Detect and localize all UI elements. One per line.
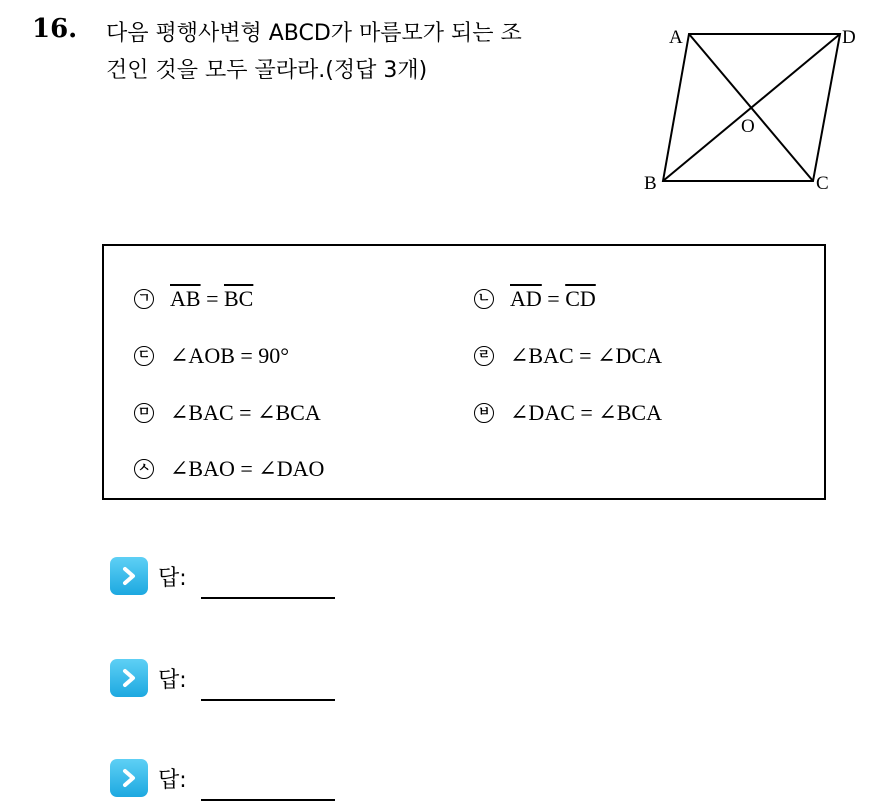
option-mark: ㅂ [474,403,494,423]
segment-bc: $\overline{BC}$ [223,286,254,311]
question-text-line-1: 다음 평행사변형 ABCD가 마름모가 되는 조 [106,21,522,46]
answer-row-2 [110,655,335,701]
option-mark: ㄷ [134,346,154,366]
chevron-right-icon [110,759,148,797]
label-a: A [669,27,683,48]
option-text: ∠BAC = ∠BCA [170,400,321,425]
options-box [102,244,826,500]
option-mark: ㄹ [474,346,494,366]
answer-row-1 [110,553,335,599]
option-mark: ㅅ [134,459,154,479]
option-1 [134,286,253,312]
answer-row-3 [110,755,335,801]
option-text: ∠BAO = ∠DAO [170,456,325,481]
label-d: D [842,27,856,48]
answer-blank[interactable] [201,675,335,701]
answer-label: 답: [158,565,187,591]
equals-sign: = [541,286,566,311]
option-mark: ㄱ [134,289,154,309]
segment-ab: $\overline{AB}$ [170,286,201,311]
question-number: 16. [32,14,78,44]
equals-sign: = [200,286,224,311]
option-4 [474,343,662,369]
segment-cd: $\overline{CD}$ [565,286,596,311]
option-mark: ㅁ [134,403,154,423]
label-c: C [816,173,829,194]
parallelogram-figure [630,15,870,200]
option-text: ∠BAC = ∠DCA [510,343,662,368]
option-2 [474,286,596,312]
answer-blank[interactable] [201,573,335,599]
answer-label: 답: [158,767,187,793]
diagonal-bd [663,34,840,181]
label-o: O [741,116,755,137]
chevron-right-icon [110,557,148,595]
question-text [106,15,626,89]
option-5 [134,400,321,426]
chevron-right-icon [110,659,148,697]
question-text-line-2: 건인 것을 모두 골라라.(정답 3개) [106,58,428,83]
option-7 [134,456,324,482]
option-text: ∠AOB = 90° [170,343,290,368]
option-3 [134,343,289,369]
option-text: ∠DAC = ∠BCA [510,400,662,425]
segment-ad: $\overline{AD}$ [510,286,542,311]
answer-blank[interactable] [201,775,335,801]
option-6 [474,400,662,426]
answer-label: 답: [158,667,187,693]
option-mark: ㄴ [474,289,494,309]
label-b: B [644,173,657,194]
